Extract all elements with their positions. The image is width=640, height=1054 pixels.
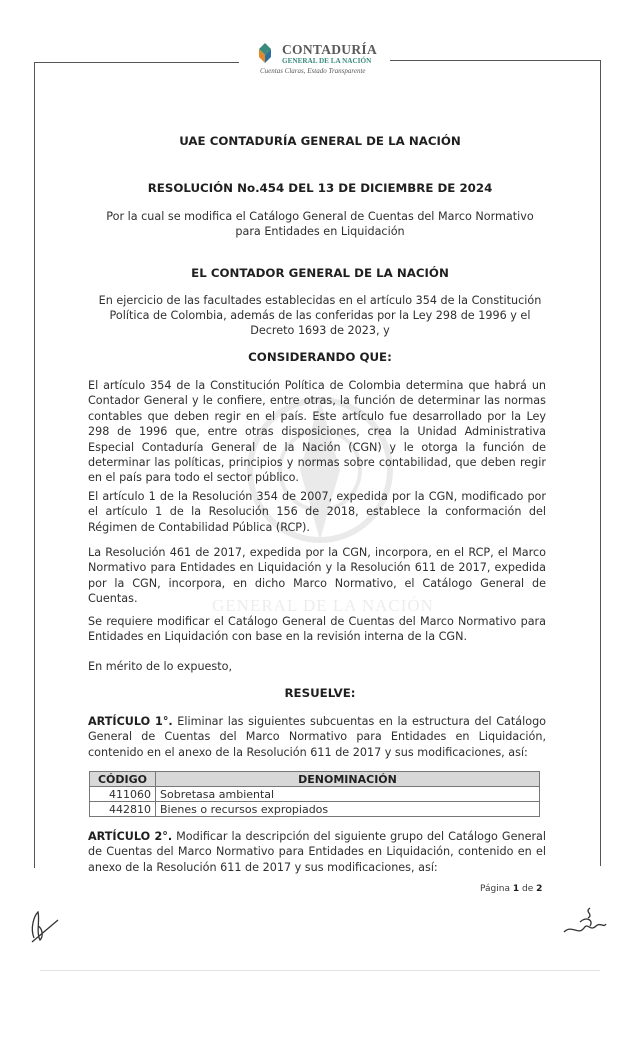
signer-title: EL CONTADOR GENERAL DE LA NACIÓN xyxy=(191,266,449,280)
table-row xyxy=(90,802,540,817)
text-line: La Resolución 461 de 2017, expedida por la CGN, incorpora, en el RCP, el Marco xyxy=(88,546,546,559)
closing-recital xyxy=(88,659,546,674)
page-current: 1 xyxy=(512,884,520,894)
text-line: Normativo para Entidades en Liquidación y la Resolución 611 de 2017, expedida xyxy=(88,561,546,575)
watermark-text: GENERAL DE LA NACIÓN xyxy=(212,596,434,615)
text-line: Régimen de Contabilidad Pública (RCP). xyxy=(88,520,310,534)
column-header-code: CÓDIGO xyxy=(90,772,156,787)
frame-line-top-right xyxy=(390,60,601,61)
consideration-paragraph-3 xyxy=(88,545,546,607)
text-line: Especial Contaduría General de la Nación (CGN) y le otorga la función de xyxy=(88,440,546,454)
article-2 xyxy=(88,829,546,875)
article-2-label: ARTÍCULO 2°. xyxy=(88,830,173,843)
text-line: de Cuentas del Marco Normativo para Entidades en Liquidación, contenido en el xyxy=(88,845,546,859)
frame-line-top-left xyxy=(34,62,239,63)
subject-line-2: para Entidades en Liquidación xyxy=(235,225,405,238)
page-label: Página xyxy=(480,884,510,894)
text-line: el artículo 1 de la Resolución 156 de 2018, establece la conformación del xyxy=(88,505,546,519)
column-header-name: DENOMINACIÓN xyxy=(156,772,540,787)
initials-signature-left xyxy=(28,906,64,946)
logo-name: CONTADURÍA xyxy=(282,42,378,57)
consideration-paragraph-1 xyxy=(88,378,546,486)
text-line: El artículo 1 de la Resolución 354 de 2007, expedida por la CGN, modificado por xyxy=(88,490,546,503)
article-1-text: Eliminar las siguientes subcuentas en la estructura del Catálogo xyxy=(177,715,547,728)
resolves-heading: RESUELVE: xyxy=(284,686,356,700)
text-line: anexo de la Resolución 611 de 2017 y sus modificaciones, así: xyxy=(88,860,438,874)
subject-line-1: Por la cual se modifica el Catálogo General de Cuentas del Marco Normativo xyxy=(106,210,534,223)
article-1 xyxy=(88,714,546,760)
consideration-paragraph-2 xyxy=(88,489,546,535)
article-2-text: Modificar la descripción del siguiente grupo del Catálogo General xyxy=(176,830,547,843)
powers-line-1: En ejercicio de las facultades establecidas en el artículo 354 de la Constitución xyxy=(98,294,542,307)
text-line: Contador General y le confiere, entre otras, la función de determinar las normas xyxy=(88,394,546,408)
cgn-logo-icon xyxy=(256,42,278,64)
text-line: Entidades en Liquidación con base en la revisión interna de la CGN. xyxy=(88,630,468,644)
page-total: 2 xyxy=(536,884,543,894)
article-1-label: ARTÍCULO 1°. xyxy=(88,715,173,728)
powers-line-3: Decreto 1693 de 2023, y xyxy=(250,324,390,337)
consideration-paragraph-4 xyxy=(88,614,546,645)
powers-line-2: Política de Colombia, además de las conferidas por la Ley 298 de 1996 y el xyxy=(109,309,531,322)
page-number xyxy=(480,884,542,894)
text-line: determinar las políticas, principios y normas sobre contabilidad, que deben regir xyxy=(88,456,546,470)
account-code: 442810 xyxy=(90,802,156,817)
table-row xyxy=(90,787,540,802)
logo-subtitle: GENERAL DE LA NACIÓN xyxy=(282,57,372,65)
page-bottom-edge xyxy=(40,970,600,971)
text-line xyxy=(88,829,546,844)
text-line: en el país para todo el sector público. xyxy=(88,471,299,485)
text-line xyxy=(88,714,546,729)
text-line: General de Cuentas del Marco Normativo para Entidades en Liquidación, xyxy=(88,730,546,744)
text-line: 298 de 1996 que, entre otras disposiciones, crea la Unidad Administrativa xyxy=(88,425,546,439)
considering-heading: CONSIDERANDO QUE: xyxy=(248,350,392,364)
page-of: de xyxy=(522,884,534,894)
account-name: Bienes o recursos expropiados xyxy=(156,802,540,817)
text-line: contables que deben regir en el país. Este artículo fue desarrollado por la Ley xyxy=(88,409,546,423)
logo-tagline: Cuentas Claras, Estado Transparente xyxy=(260,67,366,75)
text-line: Cuentas. xyxy=(88,592,138,606)
accounts-table xyxy=(89,771,540,817)
text-line: En mérito de lo expuesto, xyxy=(88,660,233,673)
text-line: por la CGN, incorpora, en dicho Marco Normativo, el Catálogo General de xyxy=(88,576,546,590)
account-name: Sobretasa ambiental xyxy=(156,787,540,802)
entity-title: UAE CONTADURÍA GENERAL DE LA NACIÓN xyxy=(179,134,461,148)
table-header-row xyxy=(90,772,540,787)
cgn-logo xyxy=(256,42,396,82)
text-line: Se requiere modificar el Catálogo General de Cuentas del Marco Normativo para xyxy=(88,615,546,628)
text-line: contenido en el anexo de la Resolución 611 de 2017 y sus modificaciones, así: xyxy=(88,745,528,759)
account-code: 411060 xyxy=(90,787,156,802)
initials-signature-right xyxy=(560,902,610,946)
resolution-title: RESOLUCIÓN No.454 DEL 13 DE DICIEMBRE DE 2024 xyxy=(147,181,493,195)
text-line: El artículo 354 de la Constitución Política de Colombia determina que habrá un xyxy=(88,379,546,392)
